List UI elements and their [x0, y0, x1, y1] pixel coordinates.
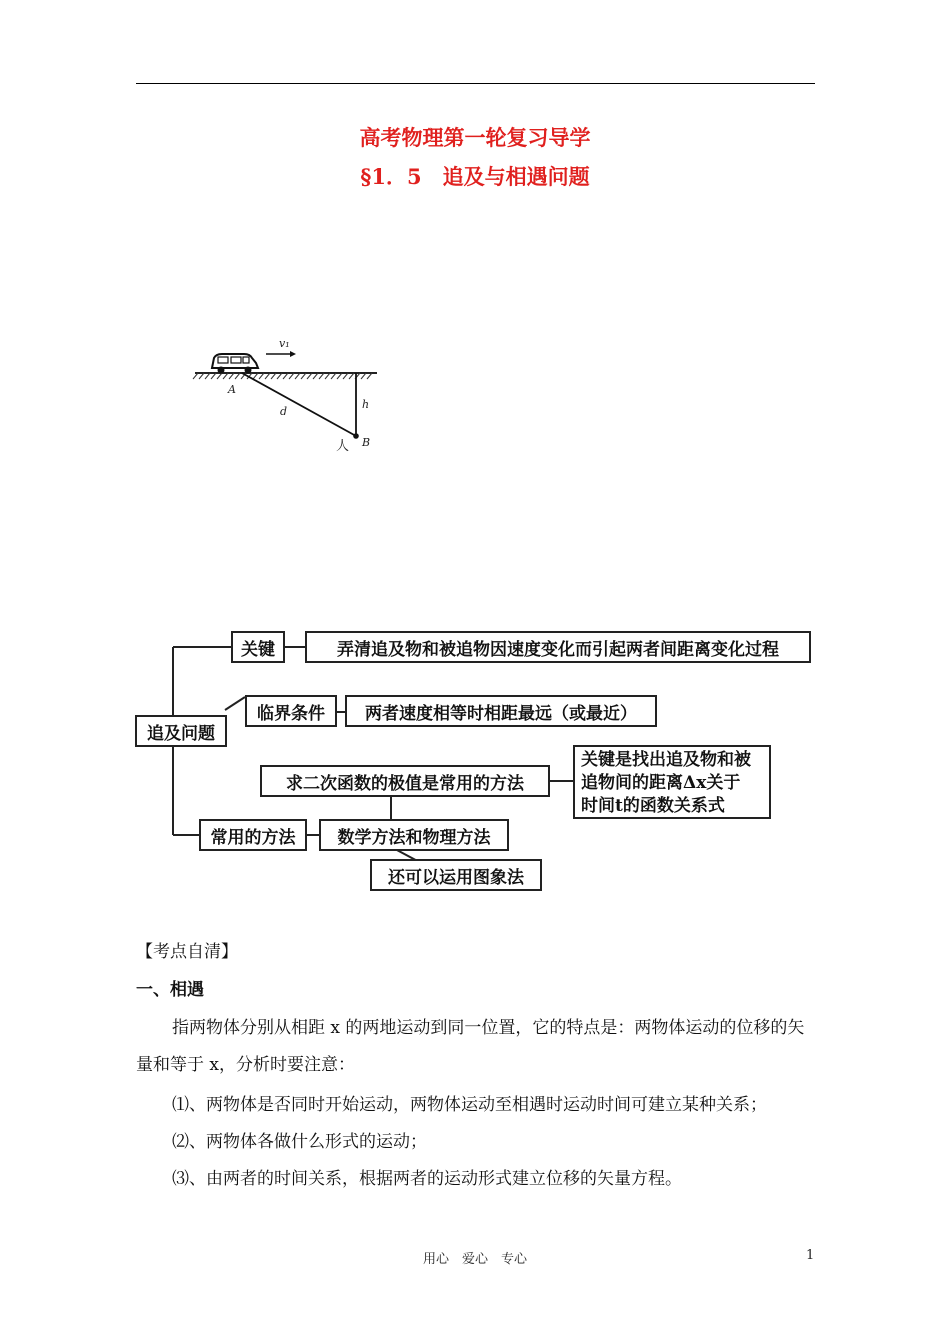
point-b-label: B — [362, 436, 371, 449]
section-label: 【考点自清】 — [136, 942, 238, 962]
diagram-critical-box: 临界条件 — [245, 695, 337, 727]
list-item: ⑵、两物体各做什么形式的运动； — [172, 1132, 427, 1152]
diagram-graph-method-box: 还可以运用图象法 — [370, 859, 542, 891]
concept-diagram — [133, 625, 813, 895]
diagram-critical-text-box: 两者速度相等时相距最远（或最近） — [345, 695, 657, 727]
footer-motto: 用心 爱心 专心 — [422, 1252, 527, 1267]
section-title: §1．5 追及与相遇问题 — [360, 164, 590, 189]
diagram-root-box: 追及问题 — [135, 715, 227, 747]
car-person-figure — [190, 330, 390, 460]
person-label: 人 — [336, 439, 350, 454]
diagram-note-line1: 关键是找出追及物和被 — [581, 750, 751, 770]
diagram-note-box — [573, 745, 771, 819]
point-a-label: A — [228, 383, 236, 396]
list-item: ⑴、两物体是否同时开始运动，两物体运动至相遇时运动时间可建立某种关系； — [172, 1095, 767, 1115]
paragraph-intro: 指两物体分别从相距 x 的两地运动到同一位置，它的特点是：两物体运动的位移的矢量和等于 x，分析时要注意： — [136, 1018, 805, 1075]
page-number: 1 — [806, 1248, 815, 1263]
height-h-label: h — [362, 398, 370, 411]
diagram-methods-box: 常用的方法 — [199, 819, 307, 851]
document-title: 高考物理第一轮复习导学 — [359, 125, 591, 150]
diagram-quadratic-box: 求二次函数的极值是常用的方法 — [260, 765, 550, 797]
diagram-note-line2: 追物间的距离Δx关于 — [581, 773, 741, 793]
distance-d-label: d — [280, 405, 288, 418]
car-icon — [212, 354, 258, 374]
diagram-method-main-box: 数学方法和物理方法 — [319, 819, 509, 851]
diagram-note-line3: 时间t的函数关系式 — [581, 796, 725, 816]
diagram-key-box: 关键 — [231, 631, 285, 663]
list-item: ⑶、由两者的时间关系，根据两者的运动形式建立位移的矢量方程。 — [172, 1169, 682, 1189]
header-rule — [136, 83, 815, 84]
diagram-key-text-box: 弄清追及物和被追物因速度变化而引起两者间距离变化过程 — [305, 631, 811, 663]
velocity-label: v₁ — [279, 337, 290, 350]
heading-meeting: 一、相遇 — [136, 980, 204, 1000]
